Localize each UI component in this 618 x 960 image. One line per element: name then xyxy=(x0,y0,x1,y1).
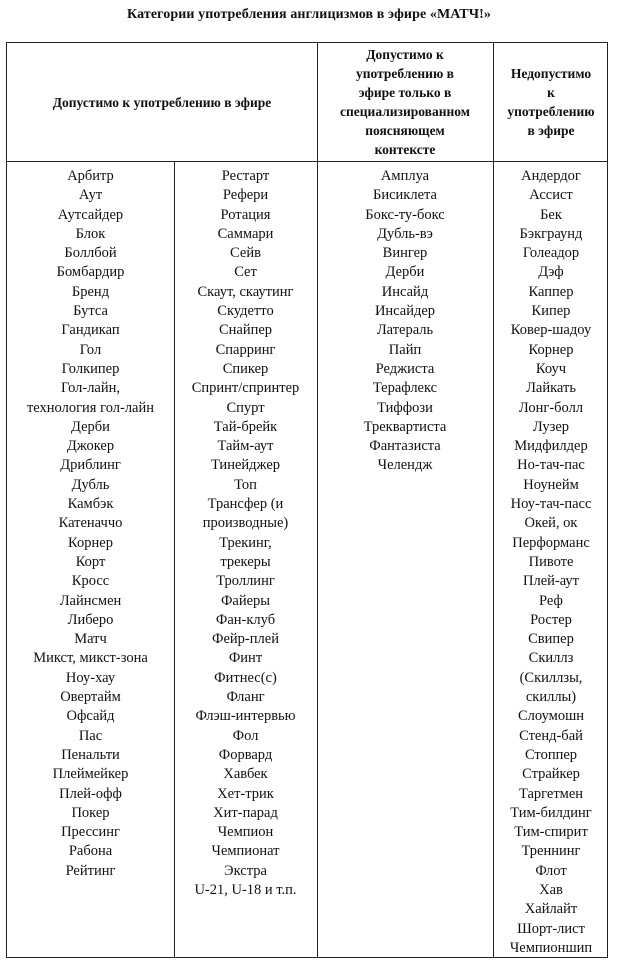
header-forbidden-line: употреблению xyxy=(507,104,595,119)
term-item: Спурт xyxy=(226,399,265,416)
term-item: Окей, ок xyxy=(524,515,578,532)
term-item: Аут xyxy=(78,187,103,204)
term-item: Бек xyxy=(540,206,562,223)
term-item: Файеры xyxy=(220,592,271,609)
term-item: Покер xyxy=(71,804,110,821)
term-item: Андердог xyxy=(521,168,581,184)
term-item: Либеро xyxy=(67,611,114,628)
term-item: Спарринг xyxy=(215,341,276,358)
term-item: Скаут, скаутинг xyxy=(197,283,294,300)
term-item: Но-тач-пас xyxy=(517,457,585,474)
header-context-line: поясняющем xyxy=(365,123,445,138)
term-item: Топ xyxy=(234,476,257,493)
term-item: Стенд-бай xyxy=(519,727,583,744)
term-item: Бисиклета xyxy=(373,187,437,204)
term-item: Трансфер (и xyxy=(207,496,284,513)
term-item: Катеначчо xyxy=(58,515,123,532)
term-item: Шорт-лист xyxy=(517,920,585,937)
term-item: Ротация xyxy=(220,206,271,223)
term-item: Чемпион xyxy=(217,824,274,841)
term-item: Блок xyxy=(75,225,106,242)
term-item: Таргетмен xyxy=(518,785,584,802)
term-item: Реджиста xyxy=(375,360,435,377)
term-item: Прессинг xyxy=(61,824,120,841)
column-context xyxy=(317,167,493,476)
term-item: Гандикап xyxy=(61,322,120,339)
term-item: Перформанс xyxy=(512,534,590,551)
term-item: Пенальти xyxy=(61,746,120,763)
header-context xyxy=(317,43,493,161)
term-item: Саммари xyxy=(217,225,274,242)
term-item: Лонг-болл xyxy=(518,399,584,416)
term-item: Лайнсмен xyxy=(59,592,122,609)
term-item: Бутса xyxy=(73,303,108,320)
term-item: Тим-билдинг xyxy=(510,804,592,821)
header-allowed xyxy=(7,43,317,161)
term-item: Хет-трик xyxy=(217,785,274,802)
term-item: Фитнес(с) xyxy=(214,669,277,686)
term-item: технология гол-лайн xyxy=(26,399,155,416)
term-item: Вингер xyxy=(382,245,428,262)
term-item: Дэф xyxy=(538,264,564,281)
header-context-line: Допустимо к xyxy=(366,47,444,62)
term-item: Инсайд xyxy=(381,283,429,300)
term-item: Голкипер xyxy=(61,360,120,377)
term-item: U-21, U-18 и т.п. xyxy=(194,881,297,898)
term-item: Пивоте xyxy=(528,553,574,570)
term-item: Финт xyxy=(228,650,263,667)
term-item: скиллы) xyxy=(525,689,577,706)
term-item: Бокс-ту-бокс xyxy=(365,206,445,223)
term-item: Спикер xyxy=(222,360,269,377)
term-item: Джокер xyxy=(66,438,115,455)
term-item: Кипер xyxy=(531,303,571,320)
header-forbidden-line: в эфире xyxy=(527,123,575,138)
term-item: Форвард xyxy=(218,746,273,763)
term-item: Дубль xyxy=(71,476,110,493)
term-item: Голеадор xyxy=(522,245,580,262)
term-item: Тиффози xyxy=(377,399,433,416)
term-item: Кросс xyxy=(71,573,110,590)
term-item: Тинейджер xyxy=(210,457,281,474)
term-item: Дриблинг xyxy=(60,457,121,474)
term-item: Тим-спирит xyxy=(514,824,588,841)
term-item: Лузер xyxy=(532,418,570,435)
header-context-line: употреблению в xyxy=(356,66,454,81)
term-item: Фланг xyxy=(226,689,265,706)
term-item: Латераль xyxy=(376,322,434,339)
term-item: Арбитр xyxy=(67,168,114,184)
term-item: Мидфилдер xyxy=(514,438,588,455)
term-item: Ноу-тач-пасс xyxy=(510,496,592,513)
term-item: Рестарт xyxy=(221,168,270,184)
header-forbidden-line: Недопустимо xyxy=(510,66,592,81)
term-item: Пас xyxy=(78,727,103,744)
term-item: Овертайм xyxy=(60,689,121,706)
term-item: Ноу-хау xyxy=(65,669,116,686)
term-item: Флот xyxy=(535,862,567,879)
header-context-line: специализированном xyxy=(340,104,470,119)
term-item: Плей-аут xyxy=(522,573,580,590)
term-item: Камбэк xyxy=(67,496,114,513)
term-item: производные) xyxy=(202,515,289,532)
term-item: Фантазиста xyxy=(369,438,441,455)
term-item: Снайпер xyxy=(218,322,273,339)
term-item: Дубль-вэ xyxy=(377,225,433,242)
term-item: Боллбой xyxy=(64,245,117,262)
term-item: Рабона xyxy=(68,843,113,860)
term-item: Хит-парад xyxy=(213,804,278,821)
term-item: Гол xyxy=(79,341,102,358)
term-item: Корнер xyxy=(68,534,113,551)
term-item: Сейв xyxy=(230,245,261,262)
term-item: Дерби xyxy=(71,418,110,435)
term-item: Плей-офф xyxy=(59,785,122,802)
header-divider xyxy=(7,161,607,162)
term-item: Рейтинг xyxy=(65,862,116,879)
term-item: Коуч xyxy=(535,360,567,377)
header-context-line: контексте xyxy=(374,142,436,157)
term-item: Корт xyxy=(75,553,106,570)
term-item: Ноунейм xyxy=(523,476,579,493)
column-forbidden xyxy=(493,167,609,958)
header-forbidden xyxy=(493,43,609,161)
term-item: Треннинг xyxy=(521,843,581,860)
term-item: Хавбек xyxy=(223,766,268,783)
term-item: Плеймейкер xyxy=(52,766,129,783)
term-item: Свипер xyxy=(528,631,574,648)
anglicisms-table xyxy=(6,42,608,958)
term-item: Фейр-плей xyxy=(212,631,279,648)
term-item: Скиллз xyxy=(528,650,574,667)
term-item: Гол-лайн, xyxy=(60,380,121,397)
term-item: Аутсайдер xyxy=(57,206,124,223)
column-allowed-a xyxy=(7,167,174,881)
term-item: Каппер xyxy=(528,283,574,300)
term-item: Корнер xyxy=(528,341,574,358)
term-item: Стоппер xyxy=(524,746,578,763)
term-item: Чемпионат xyxy=(211,843,280,860)
term-item: Терафлекс xyxy=(372,380,438,397)
term-item: Флэш-интервью xyxy=(195,708,296,725)
term-item: Бренд xyxy=(71,283,110,300)
term-item: Бомбардир xyxy=(56,264,125,281)
term-item: Дерби xyxy=(385,264,425,281)
term-item: Офсайд xyxy=(66,708,115,725)
header-allowed-text: Допустимо к употреблению в эфире xyxy=(52,94,272,110)
term-item: Трекинг, xyxy=(219,534,272,551)
term-item: Сет xyxy=(234,264,257,281)
page-title: Категории употребления англицизмов в эфире «МАТЧ!» xyxy=(127,7,491,22)
column-allowed-b xyxy=(174,167,317,900)
term-item: Пайп xyxy=(388,341,422,358)
term-item: Матч xyxy=(74,631,107,648)
term-item: Ассист xyxy=(529,187,573,204)
term-item: Ковер-шадоу xyxy=(510,322,592,339)
header-context-line: эфире только в xyxy=(358,85,452,100)
term-item: Хайлайт xyxy=(524,901,578,918)
term-item: Экстра xyxy=(224,862,267,879)
term-item: Фан-клуб xyxy=(215,611,276,628)
header-forbidden-line: к xyxy=(547,85,555,100)
term-item: Слоумошн xyxy=(517,708,584,725)
term-item: Челендж xyxy=(377,457,433,474)
term-item: Бэкграунд xyxy=(519,225,583,242)
term-item: Троллинг xyxy=(216,573,275,590)
term-item: Хав xyxy=(539,881,563,898)
term-item: Тай-брейк xyxy=(213,418,278,435)
term-item: Треквартиста xyxy=(363,418,447,435)
term-item: Тайм-аут xyxy=(217,438,274,455)
term-item: Страйкер xyxy=(522,766,580,783)
term-item: Реф xyxy=(539,592,563,609)
term-item: Фол xyxy=(232,727,259,744)
term-item: Чемпионшип xyxy=(509,939,593,956)
term-item: Спринт/спринтер xyxy=(191,380,300,397)
term-item: Амплуа xyxy=(380,168,430,184)
term-item: Скудетто xyxy=(217,303,274,320)
term-item: (Скиллзы, xyxy=(519,669,583,686)
term-item: трекеры xyxy=(220,553,271,570)
term-item: Лайкать xyxy=(526,380,576,397)
term-item: Ростер xyxy=(530,611,572,628)
term-item: Рефери xyxy=(222,187,269,204)
term-item: Микст, микст-зона xyxy=(33,650,148,667)
term-item: Инсайдер xyxy=(374,303,436,320)
